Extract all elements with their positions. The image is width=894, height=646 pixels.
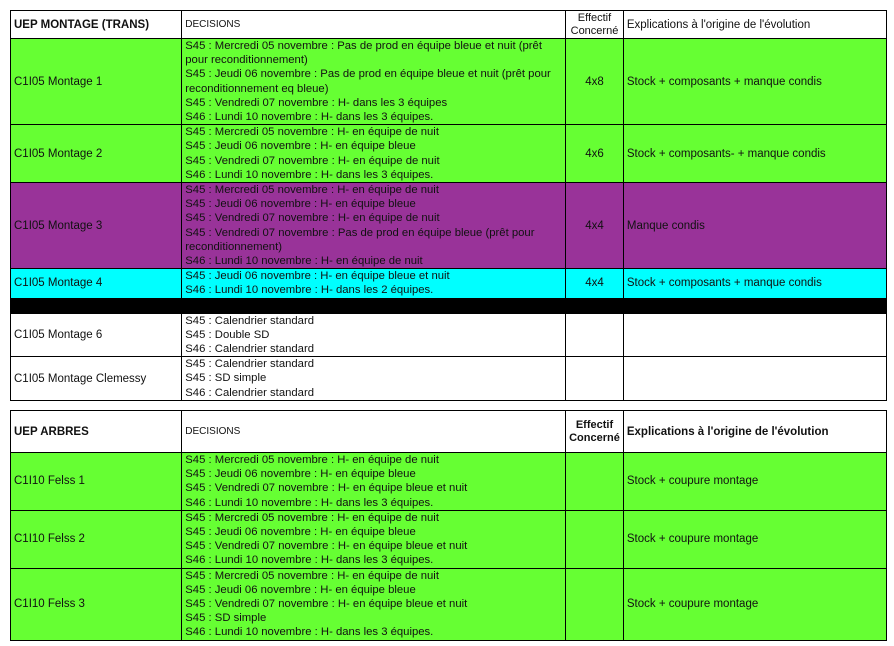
decision-line: S45 : Mercredi 05 novembre : H- en équipe de nuit xyxy=(185,569,439,582)
table-row xyxy=(11,357,887,401)
row-decisions xyxy=(182,568,566,640)
header-uep-name: UEP MONTAGE (TRANS) xyxy=(11,11,182,39)
decision-line: S45 : SD simple xyxy=(185,612,267,625)
row-decisions xyxy=(182,357,566,401)
decision-line: S45 : Mercredi 05 novembre : H- en équipe de nuit xyxy=(185,511,439,524)
decision-line: S45 : Calendrier standard xyxy=(185,314,314,327)
row-effectif: 4x6 xyxy=(566,125,624,183)
decision-line: S45 : Vendredi 07 novembre : H- en équipe de nuit xyxy=(185,212,440,225)
table-row xyxy=(11,39,887,125)
decision-line: S45 : Vendredi 07 novembre : H- en équipe bleue et nuit xyxy=(185,598,468,611)
table-header-row xyxy=(11,411,887,453)
row-decisions xyxy=(182,269,566,298)
header-decisions: DECISIONS xyxy=(182,411,566,453)
decision-line: S46 : Lundi 10 novembre : H- dans les 3 équipes. xyxy=(185,111,434,124)
decision-line: S45 : Jeudi 06 novembre : H- en équipe bleue et nuit xyxy=(185,270,450,283)
row-explication: Stock + coupure montage xyxy=(623,453,886,511)
row-effectif xyxy=(566,510,624,568)
decision-line: S46 : Lundi 10 novembre : H- dans les 2 équipes. xyxy=(185,284,434,297)
row-decisions xyxy=(182,313,566,357)
decision-line: S45 : Mercredi 05 novembre : Pas de prod en équipe bleue et nuit (prêt pour reconditionnement) xyxy=(185,40,542,67)
row-explication: Stock + coupure montage xyxy=(623,510,886,568)
row-explication: Stock + composants + manque condis xyxy=(623,269,886,298)
decision-line: S46 : Lundi 10 novembre : H- dans les 3 équipes. xyxy=(185,554,434,567)
decision-line: S45 : Mercredi 05 novembre : H- en équipe de nuit xyxy=(185,184,439,197)
header-effectif-line1: Effectif xyxy=(577,11,612,24)
row-name: C1I10 Felss 3 xyxy=(11,568,182,640)
row-name: C1I05 Montage 6 xyxy=(11,313,182,357)
row-name: C1I05 Montage 1 xyxy=(11,39,182,125)
decision-line: S45 : Mercredi 05 novembre : H- en équipe de nuit xyxy=(185,454,439,466)
decision-line: S46 : Lundi 10 novembre : H- dans les 3 équipes. xyxy=(185,168,434,181)
header-effectif xyxy=(566,11,624,39)
table-row xyxy=(11,510,887,568)
header-explications: Explications à l'origine de l'évolution xyxy=(623,411,886,453)
row-decisions xyxy=(182,183,566,269)
row-explication xyxy=(623,313,886,357)
separator-bar xyxy=(11,298,887,313)
row-name: C1I05 Montage 2 xyxy=(11,125,182,183)
decision-line: S46 : Lundi 10 novembre : H- en équipe de nuit xyxy=(185,255,423,268)
uep-arbres-table xyxy=(10,410,887,641)
table-row xyxy=(11,568,887,640)
header-explications: Explications à l'origine de l'évolution xyxy=(623,11,886,39)
row-explication: Stock + coupure montage xyxy=(623,568,886,640)
header-effectif-line1: Effectif xyxy=(575,418,614,431)
table-row xyxy=(11,269,887,298)
decision-line: S45 : Calendrier standard xyxy=(185,358,314,371)
decision-line: S45 : Jeudi 06 novembre : H- en équipe bleue xyxy=(185,198,416,211)
decision-line: S45 : Double SD xyxy=(185,328,270,341)
decision-line: S45 : Vendredi 07 novembre : H- en équipe bleue et nuit xyxy=(185,482,468,495)
row-name: C1I10 Felss 1 xyxy=(11,453,182,511)
decision-line: S46 : Lundi 10 novembre : H- dans les 3 équipes. xyxy=(185,626,434,639)
uep-montage-table xyxy=(10,10,887,401)
header-decisions: DECISIONS xyxy=(182,11,566,39)
row-effectif xyxy=(566,568,624,640)
row-name: C1I10 Felss 2 xyxy=(11,510,182,568)
table-row xyxy=(11,453,887,511)
decision-line: S45 : Jeudi 06 novembre : H- en équipe bleue xyxy=(185,468,416,481)
table-row xyxy=(11,183,887,269)
decision-line: S45 : Vendredi 07 novembre : H- dans les 3 équipes xyxy=(185,96,448,109)
decision-line: S45 : SD simple xyxy=(185,372,267,385)
row-explication: Stock + composants + manque condis xyxy=(623,39,886,125)
decision-line: S46 : Calendrier standard xyxy=(185,343,314,356)
row-explication xyxy=(623,357,886,401)
row-effectif xyxy=(566,313,624,357)
row-decisions xyxy=(182,39,566,125)
row-effectif xyxy=(566,357,624,401)
row-decisions xyxy=(182,125,566,183)
row-name: C1I05 Montage 4 xyxy=(11,269,182,298)
table-row xyxy=(11,313,887,357)
row-explication: Manque condis xyxy=(623,183,886,269)
decision-line: S45 : Mercredi 05 novembre : H- en équipe de nuit xyxy=(185,126,439,139)
separator-cell xyxy=(11,298,887,313)
row-effectif: 4x8 xyxy=(566,39,624,125)
decision-line: S45 : Vendredi 07 novembre : H- en équipe bleue et nuit xyxy=(185,540,468,553)
decision-line: S45 : Vendredi 07 novembre : H- en équipe de nuit xyxy=(185,154,440,167)
decision-line: S45 : Jeudi 06 novembre : H- en équipe bleue xyxy=(185,583,416,596)
row-effectif: 4x4 xyxy=(566,269,624,298)
decision-line: S45 : Jeudi 06 novembre : H- en équipe bleue xyxy=(185,526,416,539)
row-effectif xyxy=(566,453,624,511)
row-decisions xyxy=(182,510,566,568)
header-uep-name: UEP ARBRES xyxy=(11,411,182,453)
row-name: C1I05 Montage 3 xyxy=(11,183,182,269)
row-effectif: 4x4 xyxy=(566,183,624,269)
table-row xyxy=(11,125,887,183)
decision-line: S45 : Jeudi 06 novembre : H- en équipe bleue xyxy=(185,140,416,153)
table-header-row xyxy=(11,11,887,39)
row-name: C1I05 Montage Clemessy xyxy=(11,357,182,401)
decision-line: S45 : Vendredi 07 novembre : Pas de prod en équipe bleue (prêt pour reconditionnement) xyxy=(185,226,535,253)
header-effectif-line2: Concerné xyxy=(570,24,619,37)
decision-line: S46 : Calendrier standard xyxy=(185,386,314,399)
decision-line: S45 : Jeudi 06 novembre : Pas de prod en équipe bleue et nuit (prêt pour reconditionnement eq bleue) xyxy=(185,68,551,95)
decision-line: S46 : Lundi 10 novembre : H- dans les 3 équipes. xyxy=(185,496,434,509)
header-effectif xyxy=(566,411,624,453)
header-effectif-line2: Concerné xyxy=(569,431,620,444)
row-explication: Stock + composants- + manque condis xyxy=(623,125,886,183)
row-decisions xyxy=(182,453,566,511)
